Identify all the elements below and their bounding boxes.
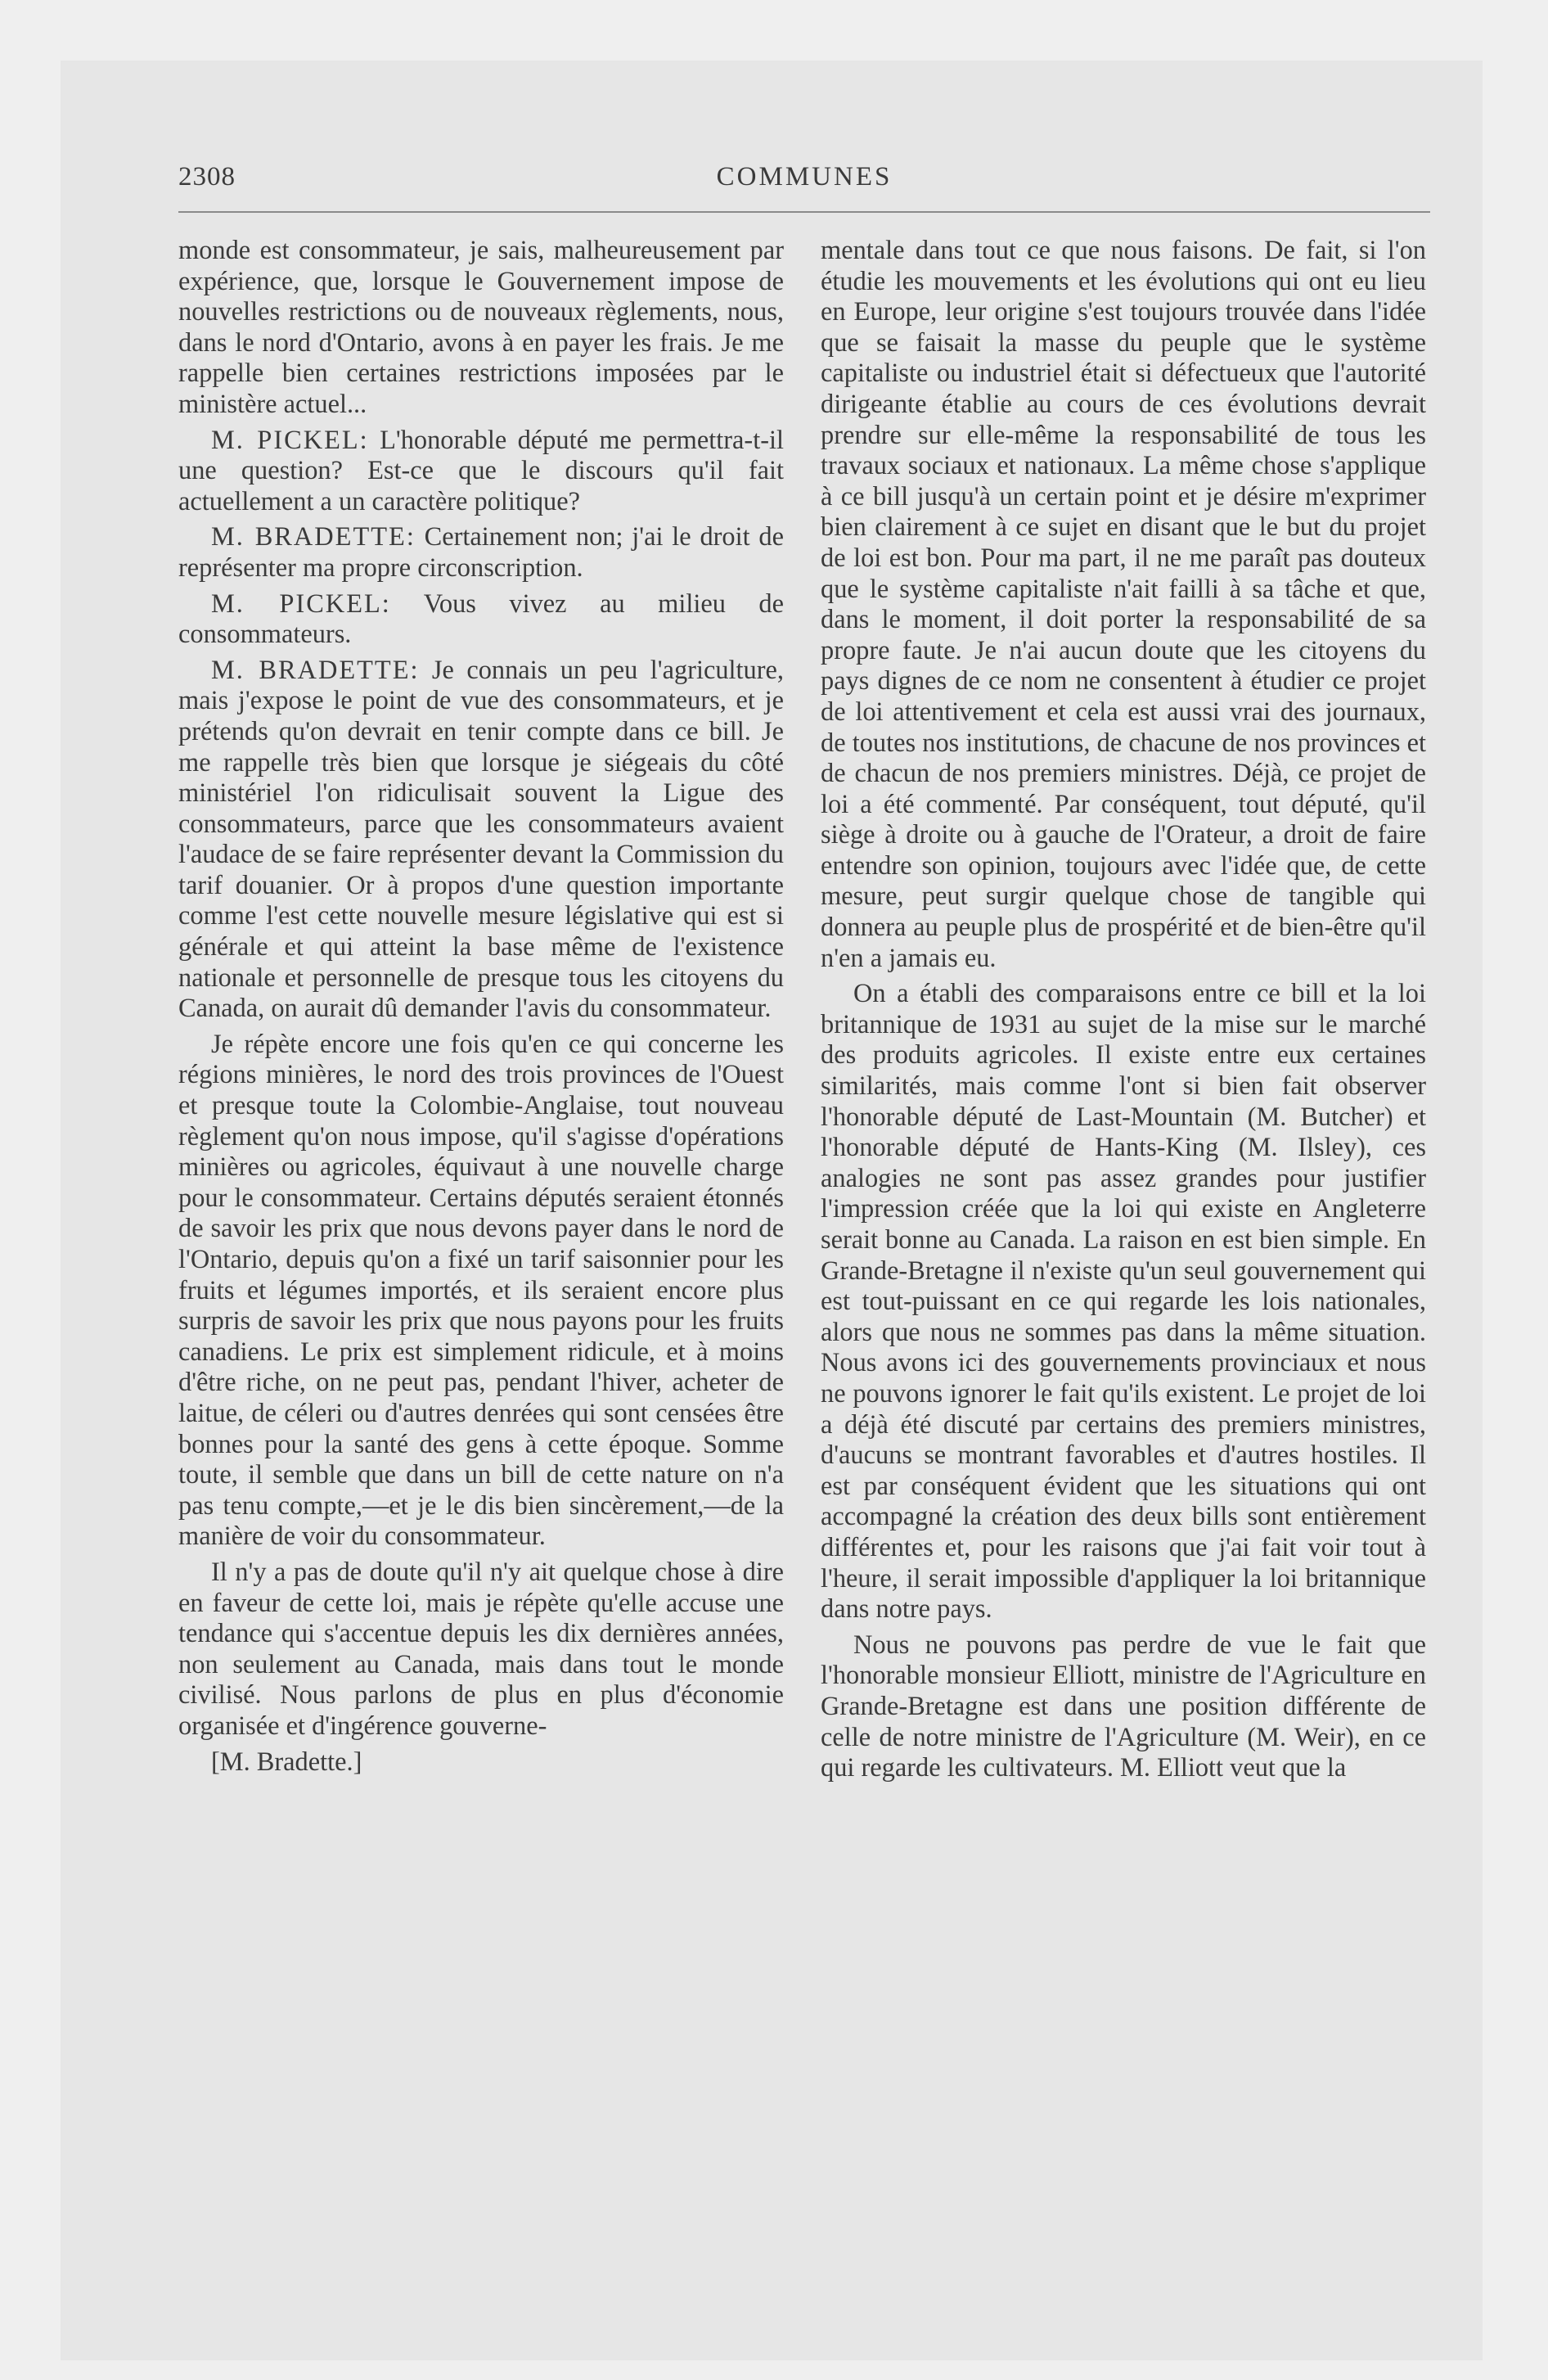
speaker-name: M. PICKEL: [211, 425, 369, 455]
paragraph: mentale dans tout ce que nous faisons. De fait, si l'on étudie les mouvements et les évolutions qui ont eu lieu en Europe, leur origine s'est toujours trouvée dans l'idée que se faisait la masse du peuple que le système capitaliste ou industriel était si défectueux que l'autorité dirigeante établie au cours de ces évolutions devrait prendre sur elle-même la responsabilité de tous les travaux sociaux et nationaux. La même chose s'applique à ce bill jusqu'à un certain point et je désire m'exprimer bien clairement à ce sujet en disant que le but du projet de loi est bon. Pour ma part, il ne me paraît pas douteux que le système capitaliste n'ait failli à sa tâche et que, dans le moment, il doit porter la responsabilité de sa propre faute. Je n'ai aucun doute que les citoyens du pays dignes de ce nom ne consentent à étudier ce projet de loi attentivement et cela est aussi vrai des journaux, de toutes nos institutions, de chacune de nos provinces et de chacun de nos premiers ministres. Déjà, ce projet de loi a été commenté. Par conséquent, tout député, qu'il siège à droite ou à gauche de l'Orateur, a droit de faire entendre son opinion, toujours avec l'idée que, de cette mesure, peut surgir quelque chose de tangible qui donnera au peuple plus de prospérité et de bien-être qu'il n'en a jamais eu. [821, 236, 1426, 973]
page-number: 2308 [178, 162, 236, 192]
speech-text: Vous vivez au milieu de consommateurs. [178, 588, 784, 650]
speaker-attribution: [M. Bradette.] [211, 1747, 362, 1777]
paragraph [178, 656, 784, 1025]
speaker-name: M. BRADETTE: [211, 655, 420, 685]
paragraph: On a établi des comparaisons entre ce bill et la loi britannique de 1931 au sujet de la mise sur le marché des produits agricoles. Il existe entre eux certaines similarités, mais comme l'ont si bien fait observer l'honorable député de Last-Mountain (M. Butcher) et l'honorable député de Hants-King (M. Ilsley), ces analogies ne sont pas assez grandes pour justifier l'impression créée que la loi qui existe en Angleterre serait bonne au Canada. La raison en est bien simple. En Grande-Bretagne il n'existe qu'un seul gouvernement qui est tout-puissant en ce qui regarde les lois nationales, alors que nous ne sommes pas dans la même situation. Nous avons ici des gouvernements provinciaux et nous ne pouvons ignorer le fait qu'ils existent. Le projet de loi a déjà été discuté par certains des premiers ministres, d'aucuns se montrant favorables et d'autres hostiles. Il est par conséquent évident que les situations qui ont accompagné la création des deux bills sont entièrement différentes et, pour les raisons que j'ai fait voir tout à l'heure, il serait impossible d'appliquer la loi britannique dans notre pays. [821, 979, 1426, 1625]
paragraph: Je répète encore une fois qu'en ce qui concerne les régions minières, le nord des trois provinces de l'Ouest et presque toute la Colombie-Anglaise, tout nouveau règlement qu'on nous impose, qu'il s'agisse d'opérations minières ou agricoles, équivaut à une nouvelle charge pour le consommateur. Certains députés seraient étonnés de savoir les prix que nous devons payer dans le nord de l'Ontario, depuis qu'on a fixé un tarif saisonnier pour les fruits et légumes importés, et ils seraient encore plus surpris de savoir les prix que nous payons pour les fruits canadiens. Le prix est simplement ridicule, et à moins d'être riche, on ne peut pas, pendant l'hiver, acheter de laitue, de céleri ou d'autres denrées qui sont censées être bonnes pour la santé des gens à cette époque. Somme toute, il semble que dans un bill de cette nature on n'a pas tenu compte,—et je le dis bien sincèrement,—de la manière de voir du consommateur. [178, 1029, 784, 1552]
paragraph [178, 426, 784, 518]
left-column [178, 236, 784, 1778]
paragraph: Nous ne pouvons pas perdre de vue le fait que l'honorable monsieur Elliott, ministre de l'Agriculture en Grande-Bretagne est dans une position différente de celle de notre ministre de l'Agriculture (M. Weir), en ce qui regarde les cultivateurs. M. Elliott veut que la [821, 1629, 1426, 1783]
paragraph: monde est consommateur, je sais, malheureusement par expérience, que, lorsque le Gouvernement impose de nouvelles restrictions ou de nouveaux règlements, nous, dans le nord d'Ontario, avons à en payer les frais. Je me rappelle bien certaines restrictions imposées par le ministère actuel... [178, 236, 784, 419]
speech-text: Je connais un peu l'agriculture, mais j'expose le point de vue des consommateurs, et je prétends qu'on devrait en tenir compte dans ce bill. Je me rappelle très bien que lorsque je siégeais du côté ministériel l'on ridiculisait souvent la Ligue des consommateurs, parce que les consommateurs avaient l'audace de se faire représenter devant la Commission du tarif douanier. Or à propos d'une question importante comme l'est cette nouvelle mesure législative qui est si générale et qui atteint la base même de l'existence nationale et personnelle de presque tous les citoyens du Canada, on aurait dû demander l'avis du consommateur. [178, 655, 784, 1024]
speaker-name: M. BRADETTE: [211, 522, 416, 552]
paragraph [178, 589, 784, 651]
header-rule [178, 211, 1430, 213]
speech-text: L'honorable député me permettra-t-il une question? Est-ce que le discours qu'il fait actuellement a un caractère politique? [178, 425, 784, 516]
right-column [821, 236, 1426, 1784]
speaker-name: M. PICKEL: [211, 588, 391, 619]
speech-text: Certainement non; j'ai le droit de représenter ma propre circonscription. [178, 522, 784, 583]
page-header [178, 162, 1430, 203]
running-title: COMMUNES [716, 162, 893, 192]
paragraph [178, 522, 784, 584]
paragraph: Il n'y a pas de doute qu'il n'y ait quelque chose à dire en faveur de cette loi, mais je répète qu'elle accuse une tendance qui s'accentue depuis les dix dernières années, non seulement au Canada, mais dans tout le monde civilisé. Nous parlons de plus en plus d'économie organisée et d'ingérence gouverne- [178, 1557, 784, 1741]
